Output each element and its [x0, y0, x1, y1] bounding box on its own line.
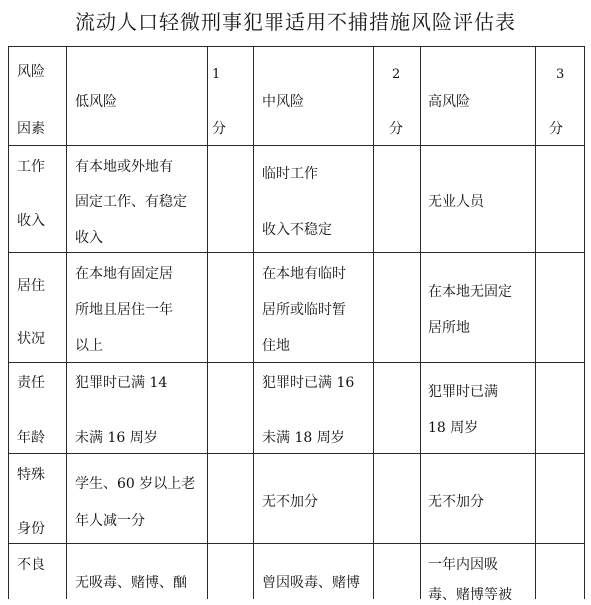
header-mid-score: 2: [392, 67, 401, 82]
high-risk-cell: 毒、赌博等被: [428, 587, 512, 603]
header-mid-score-unit: 分: [389, 121, 403, 137]
column-divider: [253, 46, 254, 599]
header-mid-risk: 中风险: [262, 94, 304, 110]
row-factor: 责任: [17, 375, 45, 391]
column-divider: [373, 46, 374, 599]
low-risk-cell: 无吸毒、赌博、酗: [75, 575, 187, 591]
mid-risk-cell: 临时工作: [262, 166, 318, 182]
high-risk-cell: 无不加分: [428, 494, 484, 510]
low-risk-cell: 犯罪时已满 14: [75, 375, 168, 391]
mid-risk-cell: 在本地有临时: [262, 266, 346, 282]
low-risk-cell: 收入: [75, 230, 103, 246]
high-risk-cell: 居所地: [428, 320, 470, 336]
mid-risk-cell: 未满 18 周岁: [262, 430, 345, 446]
header-factor-label: 因素: [17, 121, 45, 137]
low-risk-cell: 以上: [75, 338, 103, 354]
table-border-right: [584, 46, 585, 599]
high-risk-cell: 一年内因吸: [428, 557, 498, 573]
column-divider: [207, 46, 208, 599]
table-border-top: [8, 46, 585, 47]
row-factor: 特殊: [17, 467, 45, 483]
row-divider: [8, 543, 585, 544]
high-risk-cell: 在本地无固定: [428, 284, 512, 300]
column-divider: [66, 46, 67, 599]
high-risk-cell: 无业人员: [428, 194, 484, 210]
mid-risk-cell: 居所或临时暂: [262, 302, 346, 318]
low-risk-cell: 固定工作、有稳定: [75, 194, 187, 210]
header-low-score-unit: 分: [212, 121, 226, 137]
mid-risk-cell: 犯罪时已满 16: [262, 375, 355, 391]
row-divider: [8, 145, 585, 146]
row-factor: 年龄: [17, 430, 45, 446]
row-factor: 收入: [17, 213, 45, 229]
low-risk-cell: 在本地有固定居: [75, 266, 173, 282]
row-factor: 身份: [17, 521, 45, 537]
column-divider: [535, 46, 536, 599]
page-title: 流动人口轻微刑事犯罪适用不捕措施风险评估表: [75, 10, 516, 34]
row-factor: 工作: [17, 159, 45, 175]
low-risk-cell: 有本地或外地有: [75, 159, 173, 175]
header-high-score: 3: [556, 67, 565, 82]
row-factor: 不良: [17, 557, 45, 573]
low-risk-cell: 年人减一分: [75, 513, 145, 529]
row-divider: [8, 453, 585, 454]
row-factor: 状况: [17, 331, 45, 347]
header-low-score: 1: [212, 67, 221, 82]
row-divider: [8, 362, 585, 363]
low-risk-cell: 学生、60 岁以上老: [75, 476, 196, 492]
row-divider: [8, 252, 585, 253]
row-factor: 居住: [17, 278, 45, 294]
header-low-risk: 低风险: [75, 94, 117, 110]
header-high-risk: 高风险: [428, 94, 470, 110]
column-divider: [420, 46, 421, 599]
low-risk-cell: 所地且居住一年: [75, 302, 173, 318]
mid-risk-cell: 曾因吸毒、赌博: [262, 575, 360, 591]
mid-risk-cell: 无不加分: [262, 494, 318, 510]
header-factor-label: 风险: [17, 64, 45, 80]
mid-risk-cell: 收入不稳定: [262, 222, 332, 238]
table-border-left: [8, 46, 9, 599]
low-risk-cell: 未满 16 周岁: [75, 430, 158, 446]
high-risk-cell: 犯罪时已满: [428, 384, 498, 400]
high-risk-cell: 18 周岁: [428, 420, 479, 436]
mid-risk-cell: 住地: [262, 338, 290, 354]
header-high-score-unit: 分: [549, 121, 563, 137]
